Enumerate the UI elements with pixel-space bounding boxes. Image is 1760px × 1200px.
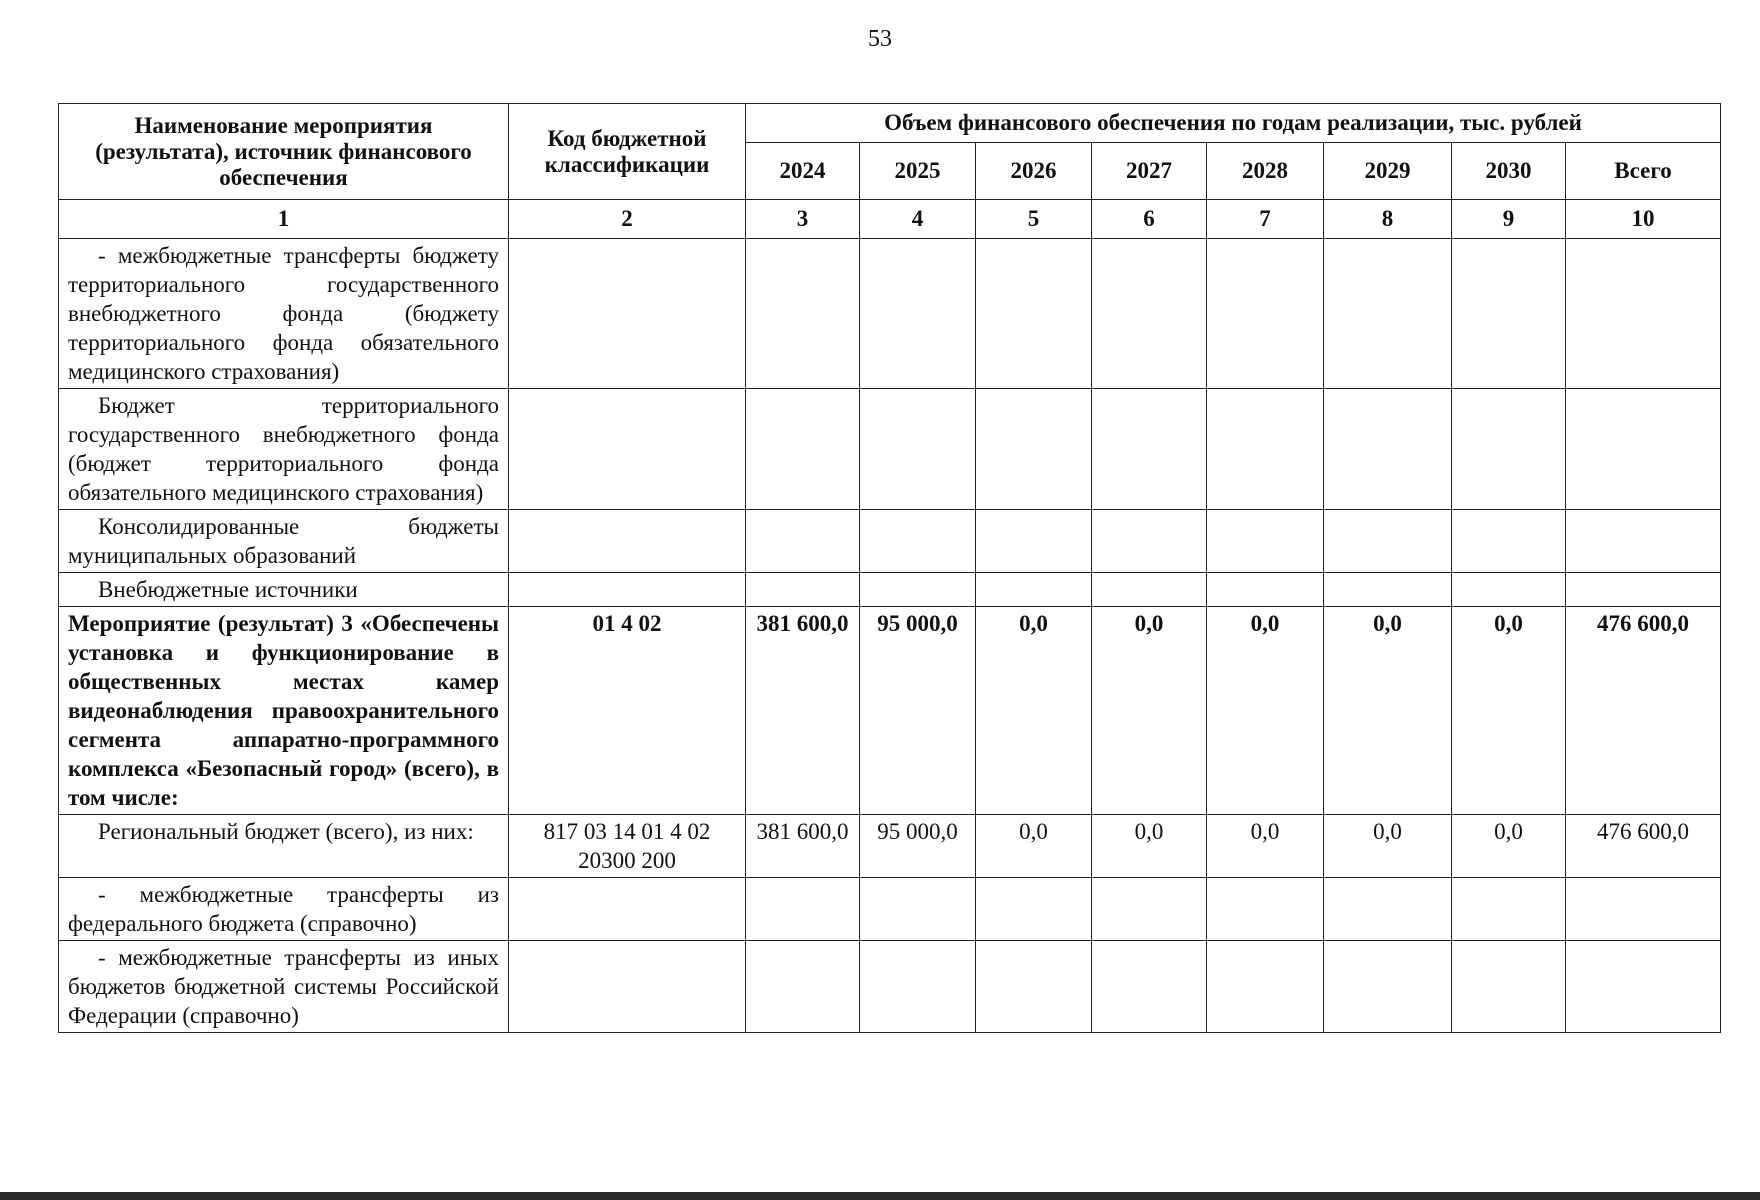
row-code [509,878,746,941]
row-code [509,510,746,573]
value-2029 [1324,941,1452,1033]
header-code-column: Код бюджетной классификации [509,104,746,200]
value-2029 [1324,878,1452,941]
value-total: 476 600,0 [1566,607,1721,815]
column-number: 1 [59,200,509,239]
value-2028: 0,0 [1207,815,1324,878]
header-year: 2025 [860,143,976,200]
value-2025: 95 000,0 [860,815,976,878]
value-2027 [1092,510,1207,573]
column-number: 9 [1452,200,1566,239]
value-total: 476 600,0 [1566,815,1721,878]
value-2024 [746,239,860,389]
row-code [509,389,746,510]
row-name: Мероприятие (результат) 3 «Обеспечены установка и функционирование в общественных местах камер видеонаблюдения правоохранительного сегмента аппаратно-программного комплекса «Безопасный город» (всего), в том числе: [59,607,509,815]
value-2029: 0,0 [1324,607,1452,815]
table-row [59,239,1721,389]
value-2028 [1207,878,1324,941]
value-2027 [1092,878,1207,941]
value-2024 [746,573,860,607]
value-2029 [1324,389,1452,510]
column-number: 10 [1566,200,1721,239]
header-year: 2029 [1324,143,1452,200]
table-row [59,573,1721,607]
table-row [59,878,1721,941]
value-total [1566,878,1721,941]
value-2026 [976,389,1092,510]
value-2026 [976,878,1092,941]
value-2030 [1452,510,1566,573]
header-year: 2030 [1452,143,1566,200]
row-name: - межбюджетные трансферты из иных бюджетов бюджетной системы Российской Федерации (справочно) [59,941,509,1033]
row-name: - межбюджетные трансферты из федерального бюджета (справочно) [59,878,509,941]
value-total [1566,239,1721,389]
value-total [1566,389,1721,510]
column-number: 7 [1207,200,1324,239]
value-2027 [1092,573,1207,607]
row-name: Региональный бюджет (всего), из них: [59,815,509,878]
value-2029 [1324,239,1452,389]
value-2029: 0,0 [1324,815,1452,878]
value-2028 [1207,510,1324,573]
column-number: 6 [1092,200,1207,239]
row-code [509,239,746,389]
value-2027 [1092,239,1207,389]
value-2025 [860,941,976,1033]
row-name: Консолидированные бюджеты муниципальных образований [59,510,509,573]
value-2030: 0,0 [1452,815,1566,878]
row-name: Бюджет территориального государственного внебюджетного фонда (бюджет территориального фонда обязательного медицинского страхования) [59,389,509,510]
header-year: 2028 [1207,143,1324,200]
row-code: 817 03 14 01 4 02 20300 200 [509,815,746,878]
financing-table [58,103,1721,1033]
table-row [59,389,1721,510]
value-total [1566,941,1721,1033]
header-total: Всего [1566,143,1721,200]
value-2025: 95 000,0 [860,607,976,815]
value-2028 [1207,941,1324,1033]
value-2024 [746,389,860,510]
table-row-measure [59,607,1721,815]
value-2028 [1207,389,1324,510]
value-total [1566,573,1721,607]
value-2030 [1452,239,1566,389]
value-2026: 0,0 [976,607,1092,815]
value-2030 [1452,941,1566,1033]
value-2028 [1207,239,1324,389]
header-year: 2026 [976,143,1092,200]
value-2025 [860,389,976,510]
value-2024 [746,878,860,941]
value-2030 [1452,389,1566,510]
column-number: 8 [1324,200,1452,239]
column-number: 3 [746,200,860,239]
table-row [59,510,1721,573]
column-number: 5 [976,200,1092,239]
value-2026 [976,941,1092,1033]
table-row [59,815,1721,878]
value-total [1566,510,1721,573]
value-2026 [976,239,1092,389]
value-2026 [976,573,1092,607]
header-name-column: Наименование мероприятия (результата), источник финансового обеспечения [59,104,509,200]
table-row [59,941,1721,1033]
page-number: 53 [868,26,892,52]
value-2030 [1452,878,1566,941]
header-year: 2024 [746,143,860,200]
value-2024: 381 600,0 [746,815,860,878]
value-2029 [1324,510,1452,573]
row-code: 01 4 02 [509,607,746,815]
value-2027 [1092,941,1207,1033]
value-2024 [746,510,860,573]
value-2025 [860,510,976,573]
value-2025 [860,573,976,607]
value-2024 [746,941,860,1033]
value-2028: 0,0 [1207,607,1324,815]
column-number: 4 [860,200,976,239]
value-2026: 0,0 [976,815,1092,878]
header-volume-group: Объем финансового обеспечения по годам реализации, тыс. рублей [746,104,1721,143]
row-code [509,573,746,607]
value-2025 [860,878,976,941]
value-2026 [976,510,1092,573]
scan-edge-band [0,1192,1760,1200]
header-year: 2027 [1092,143,1207,200]
value-2027: 0,0 [1092,607,1207,815]
value-2029 [1324,573,1452,607]
value-2027 [1092,389,1207,510]
row-name: Внебюджетные источники [59,573,509,607]
column-numbers-row [59,200,1721,239]
column-number: 2 [509,200,746,239]
row-name: - межбюджетные трансферты бюджету территориального государственного внебюджетного фонда (бюджету территориального фонда обязательного медицинского страхования) [59,239,509,389]
value-2027: 0,0 [1092,815,1207,878]
row-code [509,941,746,1033]
value-2028 [1207,573,1324,607]
value-2025 [860,239,976,389]
value-2024: 381 600,0 [746,607,860,815]
value-2030: 0,0 [1452,607,1566,815]
value-2030 [1452,573,1566,607]
